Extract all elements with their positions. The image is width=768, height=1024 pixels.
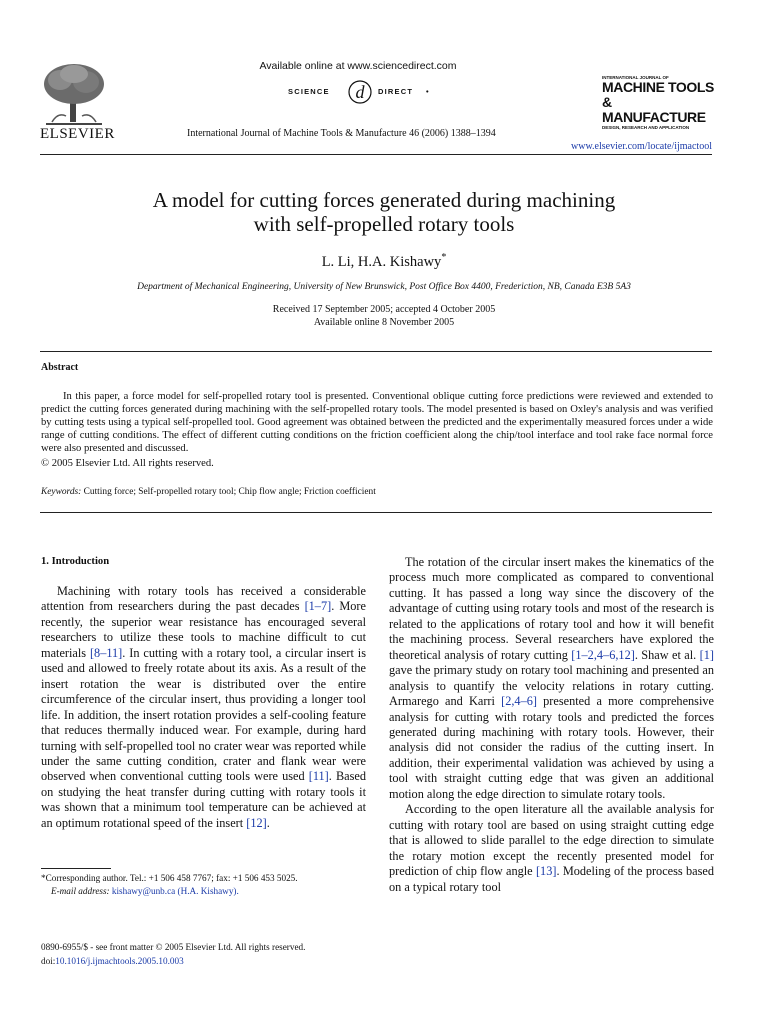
received-date: Received 17 September 2005; accepted 4 October 2005 (272, 304, 496, 315)
article-dates (60, 303, 708, 329)
email-link[interactable]: kishawy@unb.ca (111, 885, 176, 896)
journal-citation: International Journal of Machine Tools & Manufacture 46 (2006) 1388–1394 (187, 128, 496, 139)
journal-logo (602, 75, 718, 130)
journal-url-link[interactable]: www.elsevier.com/locate/ijmactool (571, 141, 712, 152)
svg-text:d: d (355, 82, 365, 102)
title-line-2: with self-propelled rotary tools (253, 212, 515, 236)
citation-link[interactable]: [12] (246, 815, 267, 830)
abstract-heading: Abstract (41, 362, 79, 373)
citation-link[interactable]: [13] (535, 864, 557, 879)
email-line (41, 885, 366, 898)
citation-link[interactable]: [2,4–6] (501, 694, 537, 709)
footnote (41, 872, 366, 897)
authors (60, 252, 708, 271)
article-title (60, 188, 708, 236)
corresponding-mark[interactable]: * (441, 252, 447, 263)
intro-paragraph-3: According to the open literature all the available analysis for cutting with rotary tool are based on using straight cutting edge that is allowed to slide parallel to the edge direction to simulate the rotary motion except the recently presented model for prediction of chip flow angle [13]. Modeling of the process based on a typical rotary tool (389, 802, 714, 894)
journal-logo-line1: MACHINE TOOLS (602, 79, 714, 95)
citation-link[interactable]: [1] (699, 647, 714, 662)
citation-link[interactable]: [1–7] (304, 599, 332, 614)
email-suffix: (H.A. Kishawy). (175, 885, 239, 896)
sciencedirect-right-word: DIRECT (378, 87, 414, 96)
journal-logo-line2: & MANUFACTURE (602, 94, 706, 125)
right-column (389, 555, 714, 895)
author-names: L. Li, H.A. Kishawy (321, 253, 442, 270)
title-line-1: A model for cutting forces generated during machining (152, 188, 616, 212)
citation-link[interactable]: [1–2,4–6,12] (571, 647, 635, 662)
available-date: Available online 8 November 2005 (313, 317, 455, 328)
abstract-body: In this paper, a force model for self-propelled rotary tool is presented. Conventional oblique cutting force predictions were reviewed and extended to predict the cutting forces generated during machining with the self-propelled rotary tools. The model presented is based on Oxley's analysis and was verified by cutting tests using a typical self-propelled tool. Good agreement was obtained between the predicted and the experimentally measured forces under a wide range of cutting conditions. The effect of different cutting conditions on the friction coefficient along the chip/tool interface and tool rake face normal force were also presented and discussed. (41, 391, 713, 454)
citation-link[interactable]: [8–11] (89, 645, 123, 660)
sciencedirect-left-word: SCIENCE (288, 87, 330, 96)
email-label: E-mail address: (51, 885, 110, 896)
publisher-name: ELSEVIER (40, 126, 115, 142)
doi-label: doi: (41, 956, 56, 966)
available-online-text: Available online at www.sciencedirect.com (259, 60, 457, 72)
issn-line: 0890-6955/$ - see front matter © 2005 Elsevier Ltd. All rights reserved. (41, 942, 306, 952)
intro-paragraph-1: Machining with rotary tools has received a considerable attention from researchers during the past decades [1–7]. More recently, the superior wear resistance has encouraged several researchers to utilize these tools to machine difficult to cut materials [8–11]. In cutting with a rotary tool, a circular insert is used and allowed to freely rotate about its axis. As a result of the insert rotation the wear is distributed over the entire circumference of the circular insert, thus providing a longer tool life. In addition, the insert rotation provides a self-cooling feature that reduces thermally induced wear. For example, during hard turning with self-propelled tool no crater wear was reported while under the same cutting condition, crater and flank wear were observed when conventional cutting tools were used [11]. Based on studying the heat transfer during cutting with rotary tools it was shown that a minimum tool temperature can be achieved at an optimum rotational speed of the insert [12]. (41, 584, 367, 830)
citation-link[interactable]: [11] (308, 769, 329, 784)
doi-line (41, 954, 371, 968)
section-heading-introduction: 1. Introduction (41, 556, 110, 567)
keywords-list: Cutting force; Self-propelled rotary tool; Chip flow angle; Friction coefficient (83, 487, 376, 497)
elsevier-tree-logo (40, 62, 108, 128)
front-matter-meta (41, 940, 371, 968)
sciencedirect-logo: SCIENCE d DIRECT • (286, 79, 434, 105)
header-rule (40, 154, 712, 155)
keywords-label: Keywords: (41, 487, 82, 497)
abstract-top-rule (40, 351, 712, 352)
abstract-bottom-rule (40, 512, 712, 513)
affiliation: Department of Mechanical Engineering, University of New Brunswick, Post Office Box 4400, Frederiction, NB, Canada E3B 5A3 (137, 282, 631, 292)
corresponding-author-note: *Corresponding author. Tel.: +1 506 458 7767; fax: +1 506 453 5025. (41, 873, 298, 883)
sciencedirect-d-icon (346, 79, 374, 105)
journal-logo-top: INTERNATIONAL JOURNAL OF (602, 75, 669, 80)
abstract-copyright: © 2005 Elsevier Ltd. All rights reserved. (41, 458, 214, 469)
keywords (41, 487, 376, 497)
doi-link[interactable]: 10.1016/j.ijmachtools.2005.10.003 (55, 956, 184, 966)
left-column (41, 584, 366, 831)
journal-logo-bottom: DESIGN, RESEARCH AND APPLICATION (602, 125, 690, 130)
footnote-rule (41, 868, 111, 869)
intro-paragraph-2: The rotation of the circular insert makes the kinematics of the process much more complicated as compared to conventional cutting. It has passed a long way since the discovery of the advantage of cutting using rotary tools and most of the research is related to the applications of rotary tool and how it will benefit the machining process. Several researchers have explored the theoretical analysis of rotary cutting [1–2,4–6,12]. Shaw et al. [1] gave the primary study on rotary tool machining and presented an analysis to quantify the velocity relations in rotary cutting. Armarego and Karri [2,4–6] presented a more comprehensive analysis for cutting with rotary tools and predicted the forces generated during machining with rotary tools. However, their analysis did not consider the radius of the cutting insert. In addition, their experimental validation was achieved by using a tool with straight cutting edge that was given an additional motion along the edge direction to simulate rotary tools. (389, 555, 714, 801)
